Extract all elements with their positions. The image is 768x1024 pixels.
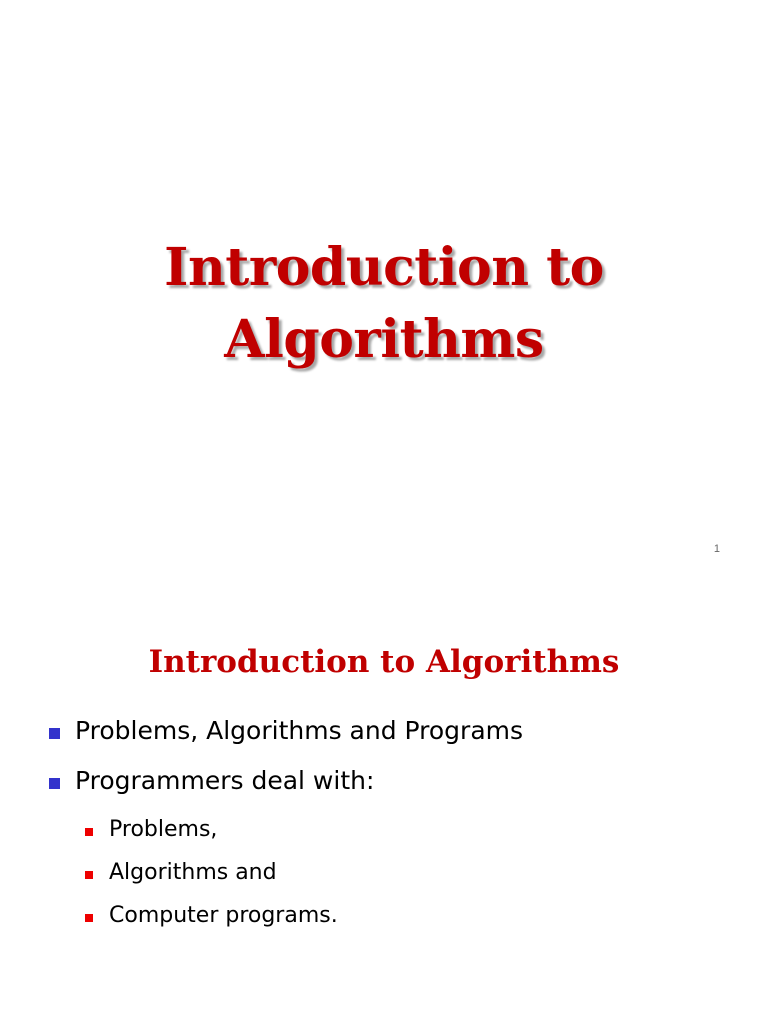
square-bullet-icon (85, 828, 93, 836)
page-number: 1 (713, 543, 720, 555)
slide-title: Introduction to Algorithms (148, 644, 620, 680)
content-slide (0, 576, 768, 1024)
title-line-2: Algorithms (224, 309, 544, 370)
sub-bullet-text: Computer programs. (109, 903, 338, 928)
sub-bullet-item (83, 816, 338, 844)
sub-bullet-item (83, 859, 338, 887)
square-bullet-icon (49, 728, 60, 739)
bullet-item (48, 716, 523, 746)
bullet-item (48, 766, 523, 796)
sub-bullet-text: Problems, (109, 817, 218, 842)
bullet-text: Problems, Algorithms and Programs (75, 716, 524, 745)
bullet-text: Programmers deal with: (75, 766, 375, 795)
bullet-list (48, 716, 523, 816)
sub-bullet-item (83, 902, 338, 930)
square-bullet-icon (85, 914, 93, 922)
square-bullet-icon (85, 871, 93, 879)
square-bullet-icon (49, 778, 60, 789)
sub-bullet-list (83, 816, 338, 945)
sub-bullet-text: Algorithms and (109, 860, 277, 885)
slide-title-main (0, 232, 768, 376)
title-line-1: Introduction to (164, 237, 604, 298)
